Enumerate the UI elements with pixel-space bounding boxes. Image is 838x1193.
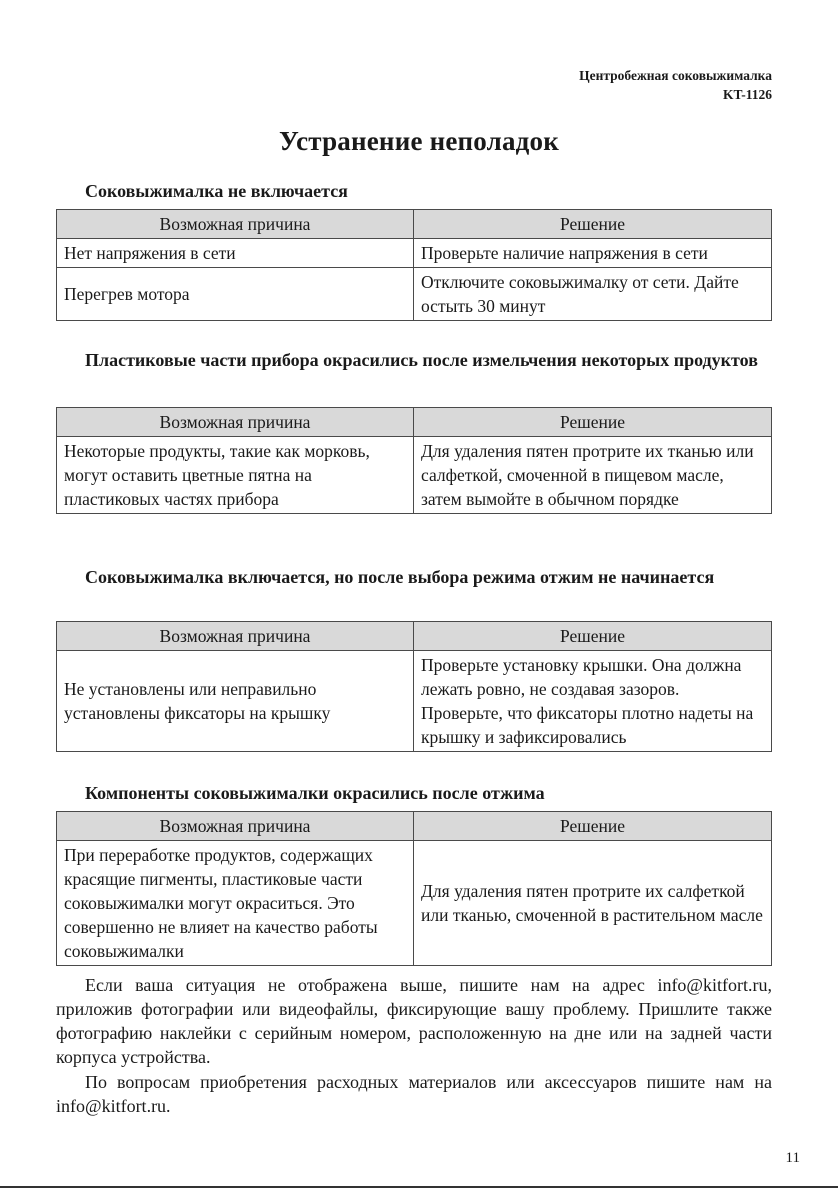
table-row [57, 268, 772, 321]
cause-cell: Не установлены или неправильно установлены фиксаторы на крышку [57, 651, 414, 752]
column-header-cause: Возможная причина [57, 210, 414, 239]
solution-cell: Отключите соковыжималку от сети. Дайте остыть 30 минут [414, 268, 772, 321]
cause-cell: Некоторые продукты, такие как морковь, могут оставить цветные пятна на пластиковых частях прибора [57, 437, 414, 514]
troubleshooting-table-plastic-stained [56, 407, 772, 514]
page-title: Устранение неполадок [279, 126, 559, 156]
column-header-cause: Возможная причина [57, 408, 414, 437]
column-header-solution: Решение [414, 210, 772, 239]
cause-cell: При переработке продуктов, содержащих красящие пигменты, пластиковые части соковыжималки могут окраситься. Это совершенно не влияет на качество работы соковыжималки [57, 841, 414, 966]
column-header-solution: Решение [414, 812, 772, 841]
table-header-row [57, 210, 772, 239]
table-header-row [57, 812, 772, 841]
cause-cell: Нет напряжения в сети [57, 239, 414, 268]
section-heading-plastic-stained: Пластиковые части прибора окрасились после измельчения некоторых продуктов [85, 350, 758, 370]
model-number: KT-1126 [722, 87, 772, 102]
column-header-cause: Возможная причина [57, 812, 414, 841]
document-header [579, 66, 772, 104]
accessories-paragraph: По вопросам приобретения расходных материалов или аксессуаров пишите нам на info@kitfort.ru. [56, 1072, 772, 1116]
cause-cell: Перегрев мотора [57, 268, 414, 321]
solution-cell: Проверьте установку крышки. Она должна лежать ровно, не создавая зазоров. Проверьте, что фиксаторы плотно надеты на крышку и зафиксировались [414, 651, 772, 752]
solution-cell: Проверьте наличие напряжения в сети [414, 239, 772, 268]
solution-cell: Для удаления пятен протрите их тканью или салфеткой, смоченной в пищевом масле, затем вымойте в обычном порядке [414, 437, 772, 514]
section-heading-no-power: Соковыжималка не включается [85, 181, 348, 201]
column-header-solution: Решение [414, 408, 772, 437]
table-header-row [57, 622, 772, 651]
troubleshooting-table-no-power [56, 209, 772, 321]
page-bottom-rule [0, 1186, 838, 1188]
column-header-solution: Решение [414, 622, 772, 651]
page-number: 11 [785, 1150, 800, 1166]
product-name: Центробежная соковыжималка [579, 68, 772, 83]
solution-cell: Для удаления пятен протрите их салфеткой или тканью, смоченной в растительном масле [414, 841, 772, 966]
contact-paragraph: Если ваша ситуация не отображена выше, пишите нам на адрес info@kitfort.ru, приложив фотографии или видеофайлы, фиксирующие вашу проблему. Пришлите также фотографию наклейки с серийным номером, расположенную на дне или на задней части корпуса устройства. [56, 975, 772, 1067]
table-row [57, 841, 772, 966]
column-header-cause: Возможная причина [57, 622, 414, 651]
troubleshooting-table-no-spin [56, 621, 772, 752]
section-heading-components-stained: Компоненты соковыжималки окрасились после отжима [85, 783, 545, 803]
table-row [57, 239, 772, 268]
table-row [57, 651, 772, 752]
table-header-row [57, 408, 772, 437]
troubleshooting-table-components-stained [56, 811, 772, 966]
section-heading-no-spin: Соковыжималка включается, но после выбора режима отжим не начинается [85, 567, 715, 587]
table-row [57, 437, 772, 514]
